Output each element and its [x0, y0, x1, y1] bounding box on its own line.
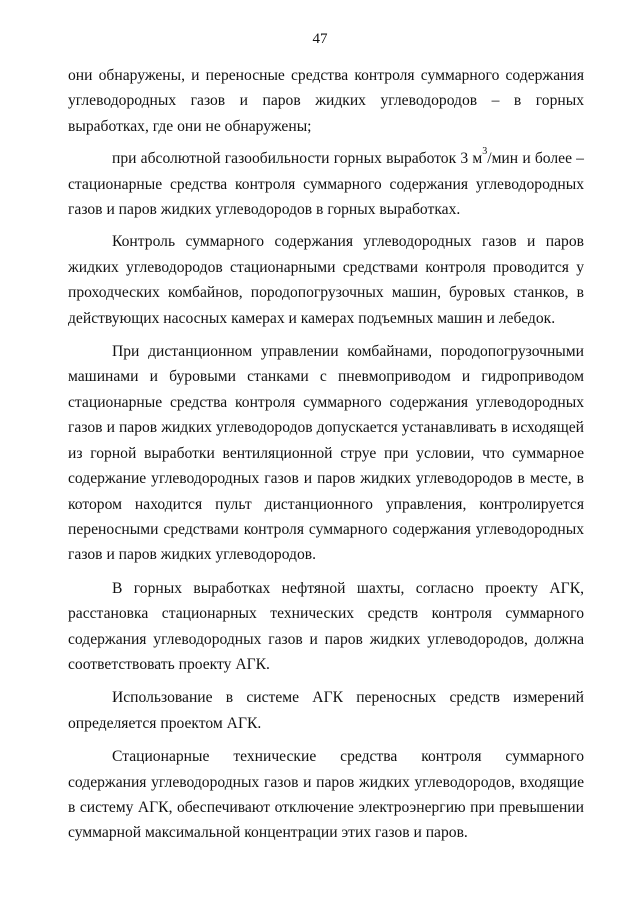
paragraph-3: Контроль суммарного содержания углеводородных газов и паров жидких углеводородов стационарными средствами контроля проводится у проходческих комбайнов, породопогрузочных машин, буровых станков, в действующих насосных камерах и камерах подъемных машин и лебедок. [68, 233, 584, 327]
page-number: 47 [312, 31, 328, 47]
paragraph-6: Использование в системе АГК переносных средств измерений определяется проектом АГК. [68, 689, 584, 732]
superscript-cubed: 3 [482, 146, 488, 158]
paragraph-2-text-start: при абсолютной газообильности горных выработок 3 м [112, 150, 483, 168]
paragraph-5: В горных выработках нефтяной шахты, согласно проекту АГК, расстановка стационарных технических средств контроля суммарного содержания углеводородных газов и паров жидких углеводородов, должна соответствовать проекту АГК. [68, 579, 584, 673]
paragraph-4: При дистанционном управлении комбайнами, породопогрузочными машинами и буровыми станками с пневмоприводом и гидроприводом стационарные средства контроля суммарного содержания углеводородных газов и паров жидких углеводородов допускается устанавливать в исходящей из горной выработки вентиляционной струе при условии, что суммарное содержание углеводородных газов и паров жидких углеводородов в месте, в котором находится пульт дистанционного управления, контролируется переносными средствами контроля суммарного содержания углеводородных газов и паров жидких углеводородов. [68, 343, 584, 564]
document-body [68, 63, 584, 846]
paragraph-2-text-end: /мин и более – стационарные средства контроля суммарного содержания углеводородных газов и паров жидких углеводородов в горных выработках. [68, 150, 584, 219]
paragraph-7: Стационарные технические средства контроля суммарного содержания углеводородных газов и паров жидких углеводородов, входящие в систему АГК, обеспечивают отключение электроэнергию при превышении суммарной максимальной концентрации этих газов и паров. [68, 748, 584, 842]
paragraph-2 [68, 146, 584, 222]
paragraph-1: они обнаружены, и переносные средства контроля суммарного содержания углеводородных газов и паров жидких углеводородов – в горных выработках, где они не обнаружены; [68, 67, 584, 135]
